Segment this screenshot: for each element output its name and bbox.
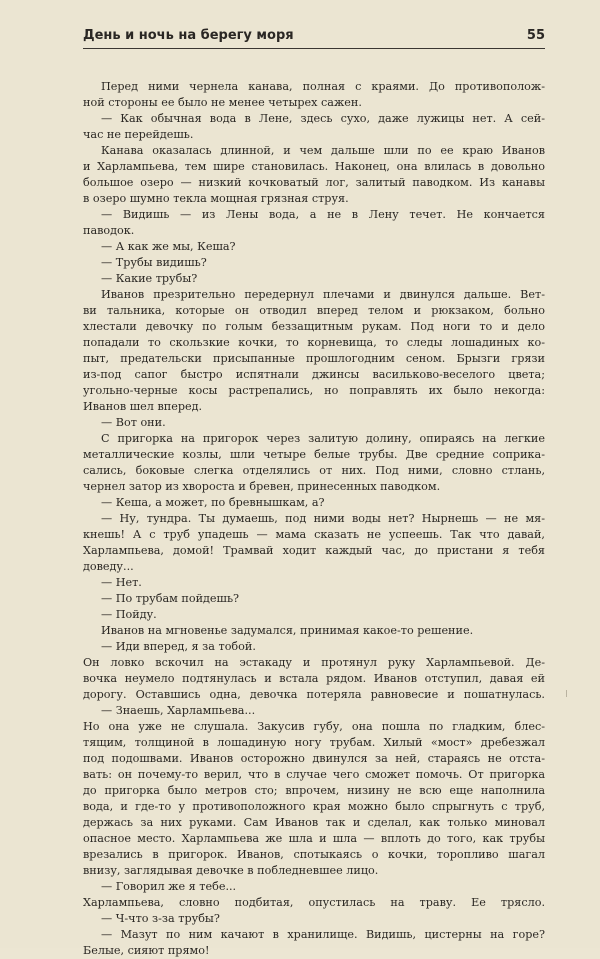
- text-line: Харлампьева, домой! Трамвай ходит каждый час, до пристани я тебя: [83, 544, 545, 557]
- text-line: дорогу. Оставшись одна, девочка потеряла равновесие и пошатнулась.: [83, 688, 545, 701]
- text-line: Иванов на мгновенье задумался, принимая какое-то решение.: [101, 624, 474, 637]
- text-line: ной стороны ее было не менее четырех сажен.: [83, 96, 362, 109]
- text-line: из-под сапог быстро испятнали джинсы васильково-веселого цвета;: [83, 368, 545, 381]
- text-line: — Ну, тундра. Ты думаешь, под ними воды нет? Нырнешь — не мя-: [101, 512, 545, 525]
- text-line: держась за них руками. Сам Иванов так и сделал, как только миновал: [83, 816, 545, 829]
- text-line: Перед ними чернела канава, полная с краями. До противополож-: [101, 80, 545, 93]
- running-head: День и ночь на берегу моря: [83, 28, 294, 43]
- text-line: опасное место. Харлампьева же шла и шла — вплоть до того, как трубы: [83, 832, 545, 845]
- text-line: угольно-черные косы растрепались, но поправлять их было некогда:: [83, 384, 545, 397]
- text-line: под подошвами. Иванов осторожно двинулся за ней, стараясь не отста-: [83, 752, 545, 765]
- text-line: внизу, заглядывая девочке в побледневшее лицо.: [83, 864, 379, 877]
- text-line: — Мазут по ним качают в хранилище. Видишь, цистерны на горе?: [101, 928, 545, 941]
- page-number: 55: [526, 28, 545, 43]
- text-line: — Ч-что з-за трубы?: [101, 912, 220, 925]
- text-line: Харлампьева, словно подбитая, опустилась на траву. Ее трясло.: [83, 896, 545, 909]
- text-line: сались, боковые слегка отделялись от них. Под ними, словно стлань,: [83, 464, 545, 477]
- text-line: — Говорил же я тебе...: [101, 880, 237, 893]
- text-line: Канава оказалась длинной, и чем дальше шли по ее краю Иванов: [101, 144, 545, 157]
- text-line: вочка неумело подтянулась и встала рядом. Иванов отступил, давая ей: [83, 672, 545, 685]
- text-line: в озеро шумно текла мощная грязная струя.: [83, 192, 349, 205]
- text-line: — Пойду.: [101, 608, 157, 621]
- text-line: ви тальника, которые он отводил вперед телом и рюкзаком, больно: [83, 304, 545, 317]
- text-line: — Как обычная вода в Лене, здесь сухо, даже лужицы нет. А сей-: [101, 112, 545, 125]
- text-line: — Нет.: [101, 576, 142, 589]
- text-line: Но она уже не слушала. Закусив губу, она пошла по гладким, блес-: [83, 720, 545, 733]
- text-line: С пригорка на пригорок через залитую долину, опираясь на легкие: [101, 432, 545, 445]
- page-header: [83, 26, 545, 49]
- text-line: и Харлампьева, тем шире становилась. Наконец, она влилась в довольно: [83, 160, 545, 173]
- text-line: Он ловко вскочил на эстакаду и протянул руку Харлампьевой. Де-: [83, 656, 545, 669]
- text-line: — Вот они.: [101, 416, 166, 429]
- text-line: хлестали девочку по голым беззащитным рукам. Под ноги то и дело: [83, 320, 545, 333]
- text-line: — Видишь — из Лены вода, а не в Лену течет. Не кончается: [101, 208, 545, 221]
- text-line: кнешь! А с труб упадешь — мама сказать не успеешь. Так что давай,: [83, 528, 545, 541]
- text-line: Белые, сияют прямо!: [83, 944, 210, 957]
- body-text: [83, 79, 545, 959]
- text-line: — Знаешь, Харлампьева...: [101, 704, 256, 717]
- text-line: пыт, предательски присыпанные прошлогодним сеном. Брызги грязи: [83, 352, 545, 365]
- text-line: доведу...: [83, 560, 134, 573]
- text-line: Иванов презрительно передернул плечами и двинулся дальше. Вет-: [101, 288, 545, 301]
- text-line: тящим, толщиной в лошадиную ногу трубам. Хилый «мост» дребезжал: [83, 736, 545, 749]
- text-line: — Какие трубы?: [101, 272, 198, 285]
- text-line: металлические козлы, шли четыре белые трубы. Две средние соприка-: [83, 448, 545, 461]
- text-line: врезались в пригорок. Иванов, спотыкаясь о кочки, торопливо шагал: [83, 848, 545, 861]
- text-line: — Трубы видишь?: [101, 256, 207, 269]
- text-line: — По трубам пойдешь?: [101, 592, 240, 605]
- text-line: большое озеро — низкий кочковатый лог, залитый паводком. Из канавы: [83, 176, 545, 189]
- text-line: паводок.: [83, 224, 135, 237]
- text-line: чернел затор из хвороста и бревен, принесенных паводком.: [83, 480, 441, 493]
- edge-mark: [566, 690, 567, 697]
- text-line: попадали то скользкие кочки, то корневища, то следы лошадиных ко-: [83, 336, 545, 349]
- text-line: — Иди вперед, я за тобой.: [101, 640, 256, 653]
- text-line: вода, и где-то у противоположного края можно было спрыгнуть с труб,: [83, 800, 545, 813]
- text-line: час не перейдешь.: [83, 128, 194, 141]
- text-line: Иванов шел вперед.: [83, 400, 203, 413]
- text-line: до пригорка было метров сто; впрочем, низину не всю еще наполнила: [83, 784, 545, 797]
- text-line: — Кеша, а может, по бревнышкам, а?: [101, 496, 325, 509]
- text-line: вать: он почему-то верил, что в случае чего сможет помочь. От пригорка: [83, 768, 545, 781]
- text-line: — А как же мы, Кеша?: [101, 240, 236, 253]
